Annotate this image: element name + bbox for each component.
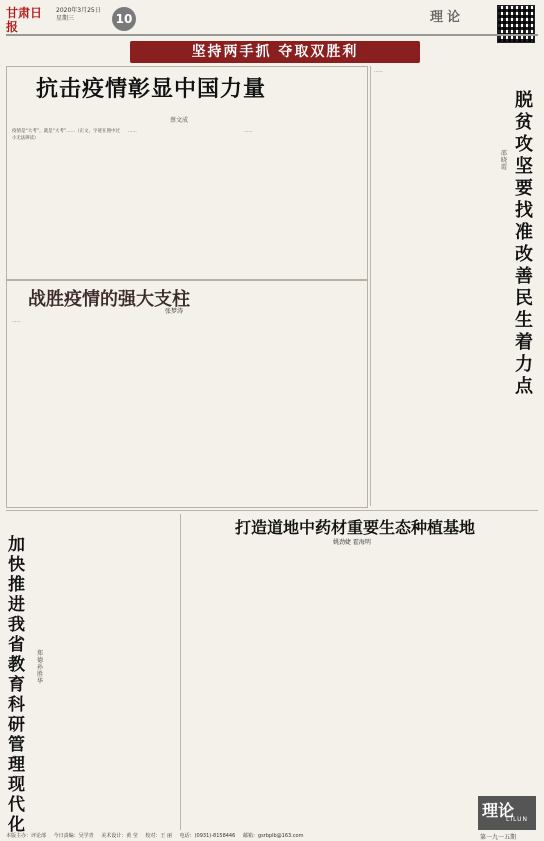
bottom-article-col-1 bbox=[186, 548, 296, 828]
issue-date bbox=[56, 7, 101, 23]
newspaper-logo: 甘肃日报 bbox=[6, 6, 43, 34]
masthead-divider bbox=[6, 34, 538, 36]
footer-proofreader: 校对：王 丽 bbox=[145, 833, 172, 839]
box-article-col-3 bbox=[244, 318, 360, 500]
box-article-col-2 bbox=[128, 318, 236, 500]
column-divider bbox=[370, 66, 371, 506]
side-article-byline: 邵晓霞 bbox=[501, 150, 508, 171]
footer-designer: 美术设计：黄 莹 bbox=[101, 833, 138, 839]
section-title: 理论 bbox=[430, 10, 465, 25]
theme-banner-text: 坚持两手抓 夺取双胜利 bbox=[191, 44, 359, 60]
page-footer bbox=[0, 832, 470, 840]
side-article-text: …… bbox=[374, 69, 383, 74]
box-article-col-1: …… bbox=[12, 319, 21, 324]
left-article-headline: 加快推进我省教育科研管理现代化 bbox=[8, 535, 25, 835]
column-divider bbox=[180, 514, 181, 830]
qr-code-icon bbox=[497, 5, 535, 43]
footer-phone: 电话：(0931)-8158446 bbox=[179, 833, 236, 839]
box-article-byline: 张梦涛 bbox=[165, 308, 184, 315]
side-article-headline: 脱贫攻坚要找准改善民生着力点 bbox=[515, 90, 533, 397]
footer-duty-editor: 今日责编：吴学青 bbox=[53, 833, 94, 839]
bottom-article-byline: 姚劲婕 霍海明 bbox=[333, 539, 371, 546]
issue-number: 第一九一五期 bbox=[480, 834, 517, 841]
left-article-text bbox=[48, 514, 176, 828]
weekday-text: 星期三 bbox=[56, 15, 75, 22]
main-article-col-2: …… bbox=[128, 129, 137, 134]
box-article-headline: 战胜疫情的强大支柱 bbox=[28, 289, 190, 310]
bottom-article-col-3 bbox=[418, 548, 536, 792]
bottom-article-col-2 bbox=[302, 548, 412, 828]
date-text: 2020年3月25日 bbox=[56, 7, 101, 14]
page-number-badge: 10 bbox=[112, 7, 136, 31]
section-badge-pinyin: LILUN bbox=[506, 816, 529, 823]
main-article-col-3: …… bbox=[244, 129, 253, 134]
footer-editor: 本版主办：评论部 bbox=[6, 833, 47, 839]
footer-email: 邮箱：gsrbplb@163.com bbox=[242, 833, 304, 839]
main-article-byline: 蔡文成 bbox=[170, 117, 189, 124]
section-divider bbox=[6, 510, 538, 511]
bottom-article-headline: 打造道地中药材重要生态种植基地 bbox=[235, 518, 476, 537]
main-article-headline: 抗击疫情彰显中国力量 bbox=[36, 76, 267, 102]
left-article-byline: 郑德 孙胜华 bbox=[37, 650, 44, 685]
main-article-col-1: 疫情是“大考”，就是“大考”……（正文，字迹在图中过小无法辨读） bbox=[12, 129, 120, 141]
section-badge-title: 理论 bbox=[482, 801, 515, 820]
